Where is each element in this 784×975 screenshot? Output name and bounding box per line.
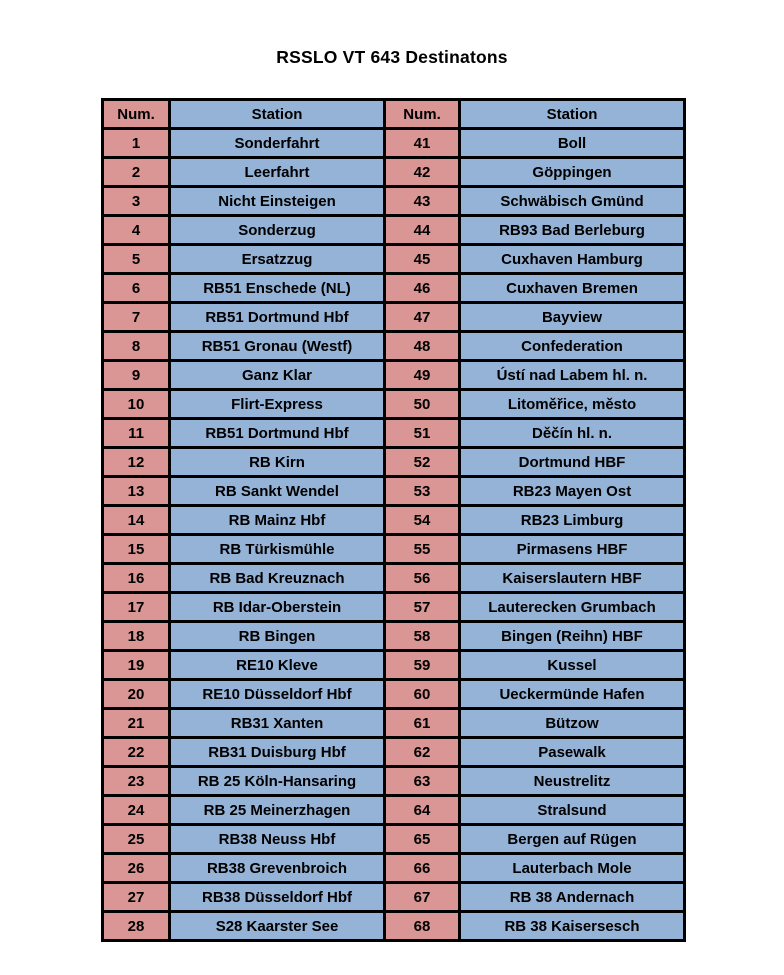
station-cell-right: Göppingen <box>460 158 685 187</box>
num-cell-left: 22 <box>103 738 170 767</box>
station-cell-left: RB Idar-Oberstein <box>170 593 385 622</box>
num-cell-right: 42 <box>385 158 460 187</box>
station-cell-left: RB 25 Köln-Hansaring <box>170 767 385 796</box>
station-cell-right: Pirmasens HBF <box>460 535 685 564</box>
station-cell-left: Ersatzzug <box>170 245 385 274</box>
num-cell-right: 46 <box>385 274 460 303</box>
num-cell-left: 27 <box>103 883 170 912</box>
num-cell-right: 45 <box>385 245 460 274</box>
station-cell-left: RE10 Kleve <box>170 651 385 680</box>
table-row <box>103 216 685 245</box>
station-cell-right: Ústí nad Labem hl. n. <box>460 361 685 390</box>
num-cell-left: 4 <box>103 216 170 245</box>
header-num-left: Num. <box>103 100 170 129</box>
station-cell-right: Bergen auf Rügen <box>460 825 685 854</box>
station-cell-right: Bingen (Reihn) HBF <box>460 622 685 651</box>
station-cell-right: Kussel <box>460 651 685 680</box>
station-cell-right: Kaiserslautern HBF <box>460 564 685 593</box>
station-cell-right: Litoměřice, město <box>460 390 685 419</box>
table-row <box>103 912 685 941</box>
header-num-right: Num. <box>385 100 460 129</box>
station-cell-left: RB38 Grevenbroich <box>170 854 385 883</box>
station-cell-right: Bayview <box>460 303 685 332</box>
num-cell-right: 53 <box>385 477 460 506</box>
num-cell-left: 11 <box>103 419 170 448</box>
station-cell-right: Schwäbisch Gmünd <box>460 187 685 216</box>
station-cell-left: RB Mainz Hbf <box>170 506 385 535</box>
num-cell-right: 65 <box>385 825 460 854</box>
station-cell-left: RB51 Dortmund Hbf <box>170 419 385 448</box>
num-cell-left: 13 <box>103 477 170 506</box>
table-row <box>103 303 685 332</box>
station-cell-right: Pasewalk <box>460 738 685 767</box>
station-cell-right: Děčín hl. n. <box>460 419 685 448</box>
num-cell-left: 17 <box>103 593 170 622</box>
num-cell-left: 3 <box>103 187 170 216</box>
station-cell-left: RB38 Düsseldorf Hbf <box>170 883 385 912</box>
table-row <box>103 506 685 535</box>
num-cell-left: 19 <box>103 651 170 680</box>
table-row <box>103 796 685 825</box>
table-row <box>103 651 685 680</box>
num-cell-right: 48 <box>385 332 460 361</box>
num-cell-left: 14 <box>103 506 170 535</box>
destinations-table <box>101 98 686 942</box>
num-cell-left: 28 <box>103 912 170 941</box>
num-cell-left: 2 <box>103 158 170 187</box>
station-cell-left: Nicht Einsteigen <box>170 187 385 216</box>
num-cell-right: 62 <box>385 738 460 767</box>
station-cell-left: RB Kirn <box>170 448 385 477</box>
table-row <box>103 535 685 564</box>
num-cell-right: 56 <box>385 564 460 593</box>
table-row <box>103 332 685 361</box>
num-cell-left: 16 <box>103 564 170 593</box>
station-cell-right: RB23 Mayen Ost <box>460 477 685 506</box>
num-cell-right: 68 <box>385 912 460 941</box>
station-cell-left: S28 Kaarster See <box>170 912 385 941</box>
num-cell-right: 54 <box>385 506 460 535</box>
num-cell-right: 43 <box>385 187 460 216</box>
table-row <box>103 477 685 506</box>
station-cell-left: RB31 Xanten <box>170 709 385 738</box>
header-station-left: Station <box>170 100 385 129</box>
station-cell-left: Sonderfahrt <box>170 129 385 158</box>
num-cell-left: 15 <box>103 535 170 564</box>
num-cell-right: 49 <box>385 361 460 390</box>
station-cell-right: RB93 Bad Berleburg <box>460 216 685 245</box>
num-cell-left: 1 <box>103 129 170 158</box>
num-cell-left: 12 <box>103 448 170 477</box>
table-row <box>103 738 685 767</box>
table-row <box>103 158 685 187</box>
station-cell-right: RB 38 Kaisersesch <box>460 912 685 941</box>
table-row <box>103 390 685 419</box>
table-row <box>103 825 685 854</box>
station-cell-right: Cuxhaven Bremen <box>460 274 685 303</box>
num-cell-left: 25 <box>103 825 170 854</box>
num-cell-left: 7 <box>103 303 170 332</box>
num-cell-right: 51 <box>385 419 460 448</box>
station-cell-left: RB Türkismühle <box>170 535 385 564</box>
num-cell-right: 59 <box>385 651 460 680</box>
num-cell-right: 61 <box>385 709 460 738</box>
num-cell-left: 9 <box>103 361 170 390</box>
table-row <box>103 419 685 448</box>
station-cell-right: Confederation <box>460 332 685 361</box>
station-cell-right: Lauterecken Grumbach <box>460 593 685 622</box>
station-cell-right: Boll <box>460 129 685 158</box>
num-cell-right: 44 <box>385 216 460 245</box>
table-row <box>103 448 685 477</box>
table-row <box>103 883 685 912</box>
table-row <box>103 593 685 622</box>
station-cell-right: RB 38 Andernach <box>460 883 685 912</box>
station-cell-left: RB Bad Kreuznach <box>170 564 385 593</box>
num-cell-right: 50 <box>385 390 460 419</box>
table-row <box>103 767 685 796</box>
num-cell-right: 52 <box>385 448 460 477</box>
station-cell-left: Sonderzug <box>170 216 385 245</box>
station-cell-left: RB Sankt Wendel <box>170 477 385 506</box>
num-cell-left: 23 <box>103 767 170 796</box>
station-cell-right: Dortmund HBF <box>460 448 685 477</box>
station-cell-left: RB Bingen <box>170 622 385 651</box>
num-cell-left: 26 <box>103 854 170 883</box>
station-cell-left: RB51 Gronau (Westf) <box>170 332 385 361</box>
table-row <box>103 622 685 651</box>
table-row <box>103 680 685 709</box>
num-cell-right: 63 <box>385 767 460 796</box>
num-cell-left: 21 <box>103 709 170 738</box>
station-cell-right: Bützow <box>460 709 685 738</box>
table-row <box>103 564 685 593</box>
table-row <box>103 709 685 738</box>
num-cell-left: 8 <box>103 332 170 361</box>
station-cell-right: RB23 Limburg <box>460 506 685 535</box>
num-cell-right: 66 <box>385 854 460 883</box>
num-cell-left: 24 <box>103 796 170 825</box>
num-cell-right: 57 <box>385 593 460 622</box>
table-row <box>103 245 685 274</box>
num-cell-right: 64 <box>385 796 460 825</box>
station-cell-left: RB 25 Meinerzhagen <box>170 796 385 825</box>
num-cell-left: 5 <box>103 245 170 274</box>
page-title: RSSLO VT 643 Destinatons <box>276 47 508 67</box>
num-cell-right: 58 <box>385 622 460 651</box>
station-cell-left: RB38 Neuss Hbf <box>170 825 385 854</box>
station-cell-left: RE10 Düsseldorf Hbf <box>170 680 385 709</box>
station-cell-right: Ueckermünde Hafen <box>460 680 685 709</box>
num-cell-right: 67 <box>385 883 460 912</box>
num-cell-left: 20 <box>103 680 170 709</box>
num-cell-right: 55 <box>385 535 460 564</box>
num-cell-left: 6 <box>103 274 170 303</box>
station-cell-right: Lauterbach Mole <box>460 854 685 883</box>
table-row <box>103 187 685 216</box>
station-cell-left: Leerfahrt <box>170 158 385 187</box>
num-cell-left: 18 <box>103 622 170 651</box>
table-row <box>103 129 685 158</box>
station-cell-left: Ganz Klar <box>170 361 385 390</box>
num-cell-left: 10 <box>103 390 170 419</box>
header-station-right: Station <box>460 100 685 129</box>
num-cell-right: 60 <box>385 680 460 709</box>
table-row <box>103 274 685 303</box>
header-row <box>103 100 685 129</box>
station-cell-right: Cuxhaven Hamburg <box>460 245 685 274</box>
station-cell-left: RB51 Dortmund Hbf <box>170 303 385 332</box>
station-cell-left: RB31 Duisburg Hbf <box>170 738 385 767</box>
table-body <box>103 129 685 941</box>
num-cell-right: 47 <box>385 303 460 332</box>
station-cell-right: Neustrelitz <box>460 767 685 796</box>
station-cell-left: RB51 Enschede (NL) <box>170 274 385 303</box>
station-cell-left: Flirt-Express <box>170 390 385 419</box>
station-cell-right: Stralsund <box>460 796 685 825</box>
num-cell-right: 41 <box>385 129 460 158</box>
table-row <box>103 361 685 390</box>
table-row <box>103 854 685 883</box>
